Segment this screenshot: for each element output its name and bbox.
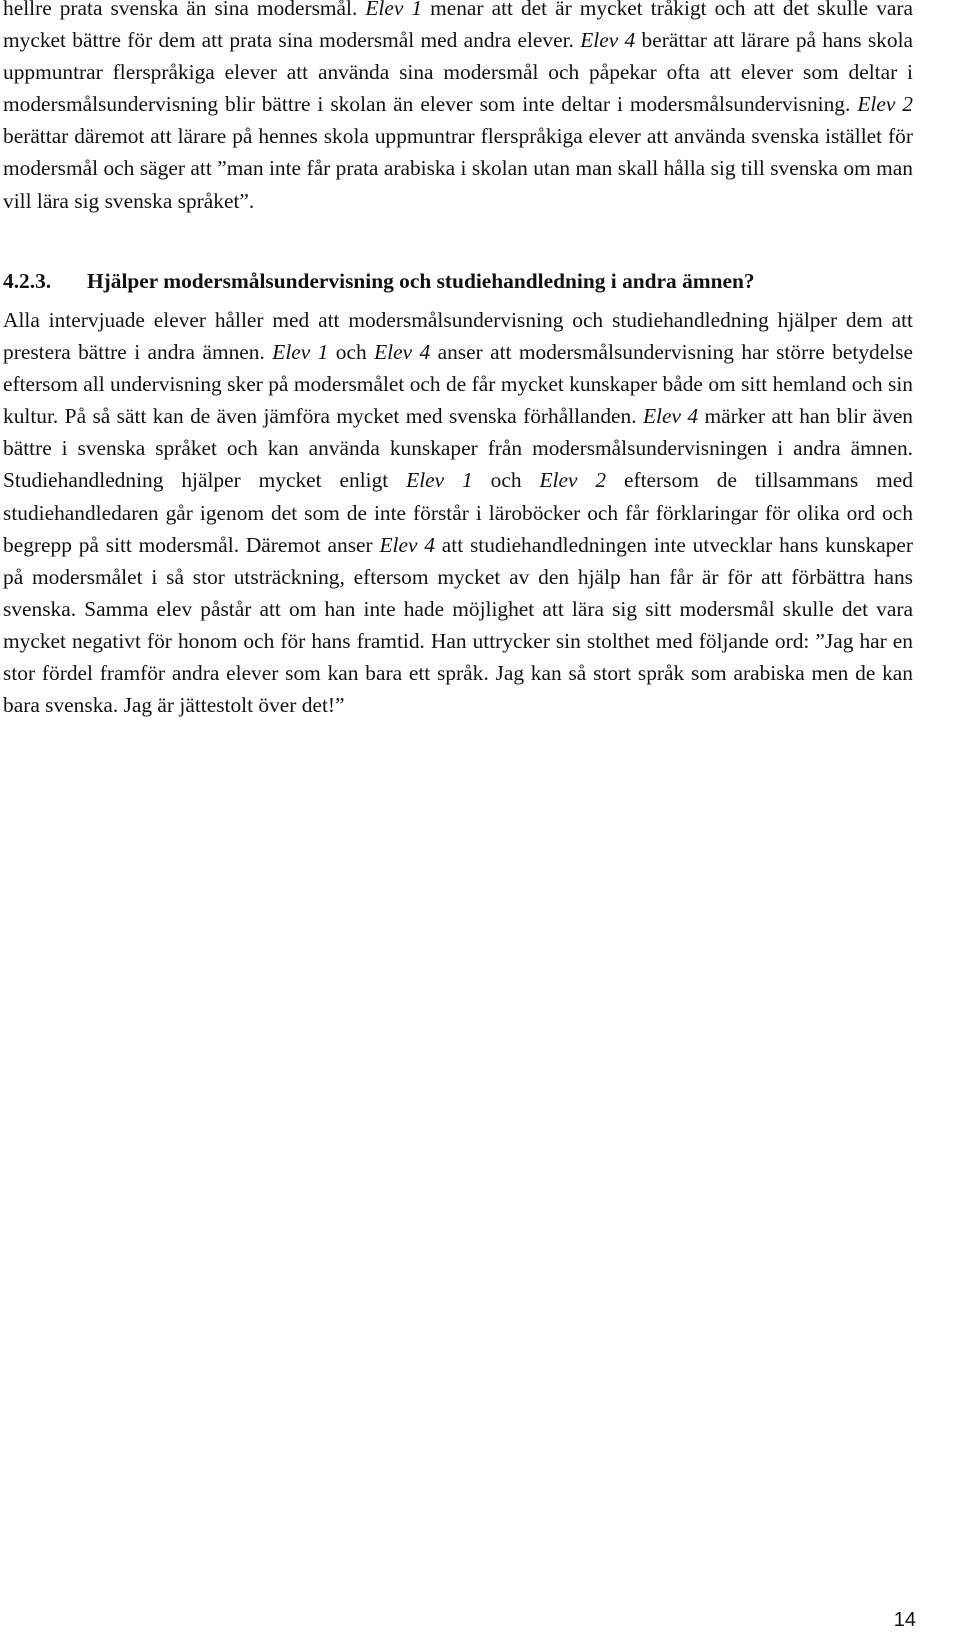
text-run: märker att han blir även bättre i svenska språket och kan använda kunskaper från modersmålsundervisningen i andra ämnen. Studiehandledning hjälper mycket enligt — [3, 404, 914, 493]
text-run: Alla intervjuade elever håller med att modersmålsundervisning och studiehandledning hjälper dem att prestera bättre i andra ämnen. — [3, 308, 913, 365]
student-reference: Elev 1 — [406, 468, 473, 493]
section-number: 4.2.3. — [3, 269, 52, 293]
section-title: Hjälper modersmålsundervisning och studiehandledning i andra ämnen? — [87, 269, 755, 293]
paragraph-studiehandledning — [3, 304, 913, 721]
section-heading — [3, 266, 755, 296]
text-run: menar att det är mycket tråkigt och att det skulle vara mycket bättre för dem att prata sina modersmål med andra elever. — [3, 0, 914, 53]
student-reference: Elev 1 — [272, 340, 329, 365]
student-reference: Elev 1 — [365, 0, 423, 20]
text-run: hellre prata svenska än sina modersmål. — [3, 0, 366, 20]
text-run: berättar att lärare på hans skola uppmuntrar flerspråkiga elever att använda sina modersmål och påpekar ofta att elever som deltar i modersmålsundervisning blir bättre i skolan än elever som inte deltar i modersmålsundervisning. — [3, 28, 914, 117]
student-reference: Elev 4 — [580, 28, 636, 53]
text-run: och — [328, 340, 375, 365]
text-run: eftersom de tillsammans med studiehandledaren går igenom det som de inte förstår i läroböcker och får förklaringar för olika ord och begrepp på sitt modersmål. Däremot anser — [3, 468, 913, 557]
student-reference: Elev 4 — [374, 340, 431, 365]
student-reference: Elev 4 — [379, 532, 435, 557]
student-reference: Elev 4 — [642, 404, 699, 429]
paragraph-elevers-modersmal — [3, 0, 913, 217]
student-reference: Elev 2 — [539, 468, 607, 493]
text-run: att studiehandledningen inte utvecklar hans kunskaper på modersmålet i så stor utsträckning, eftersom mycket av den hjälp han får är för att förbättra hans svenska. Samma elev påstår att om han inte hade möjlighet att lära sig sitt modersmål skulle det vara mycket negativt för honom och för hans framtid. Han uttrycker sin stolthet med följande ord: ”Jag har en stor fördel framför andra elever som kan bara ett språk. Jag kan så stort språk som arabiska men de kan bara svenska. Jag är jättestolt över det!” — [3, 532, 913, 718]
text-run: anser att modersmålsundervisning har större betydelse eftersom all undervisning sker på modersmålet och de får mycket kunskaper både om sitt hemland och sin kultur. På så sätt kan de även jämföra mycket med svenska förhållanden. — [3, 340, 913, 429]
page-number: 14 — [893, 1609, 916, 1631]
text-run: och — [472, 468, 540, 493]
text-run: berättar däremot att lärare på hennes skola uppmuntrar flerspråkiga elever att använda svenska istället för modersmål och säger att ”man inte får prata arabiska i skolan utan man skall hålla sig till svenska om man vill lära sig svenska språket”. — [3, 124, 913, 213]
student-reference: Elev 2 — [857, 92, 913, 117]
